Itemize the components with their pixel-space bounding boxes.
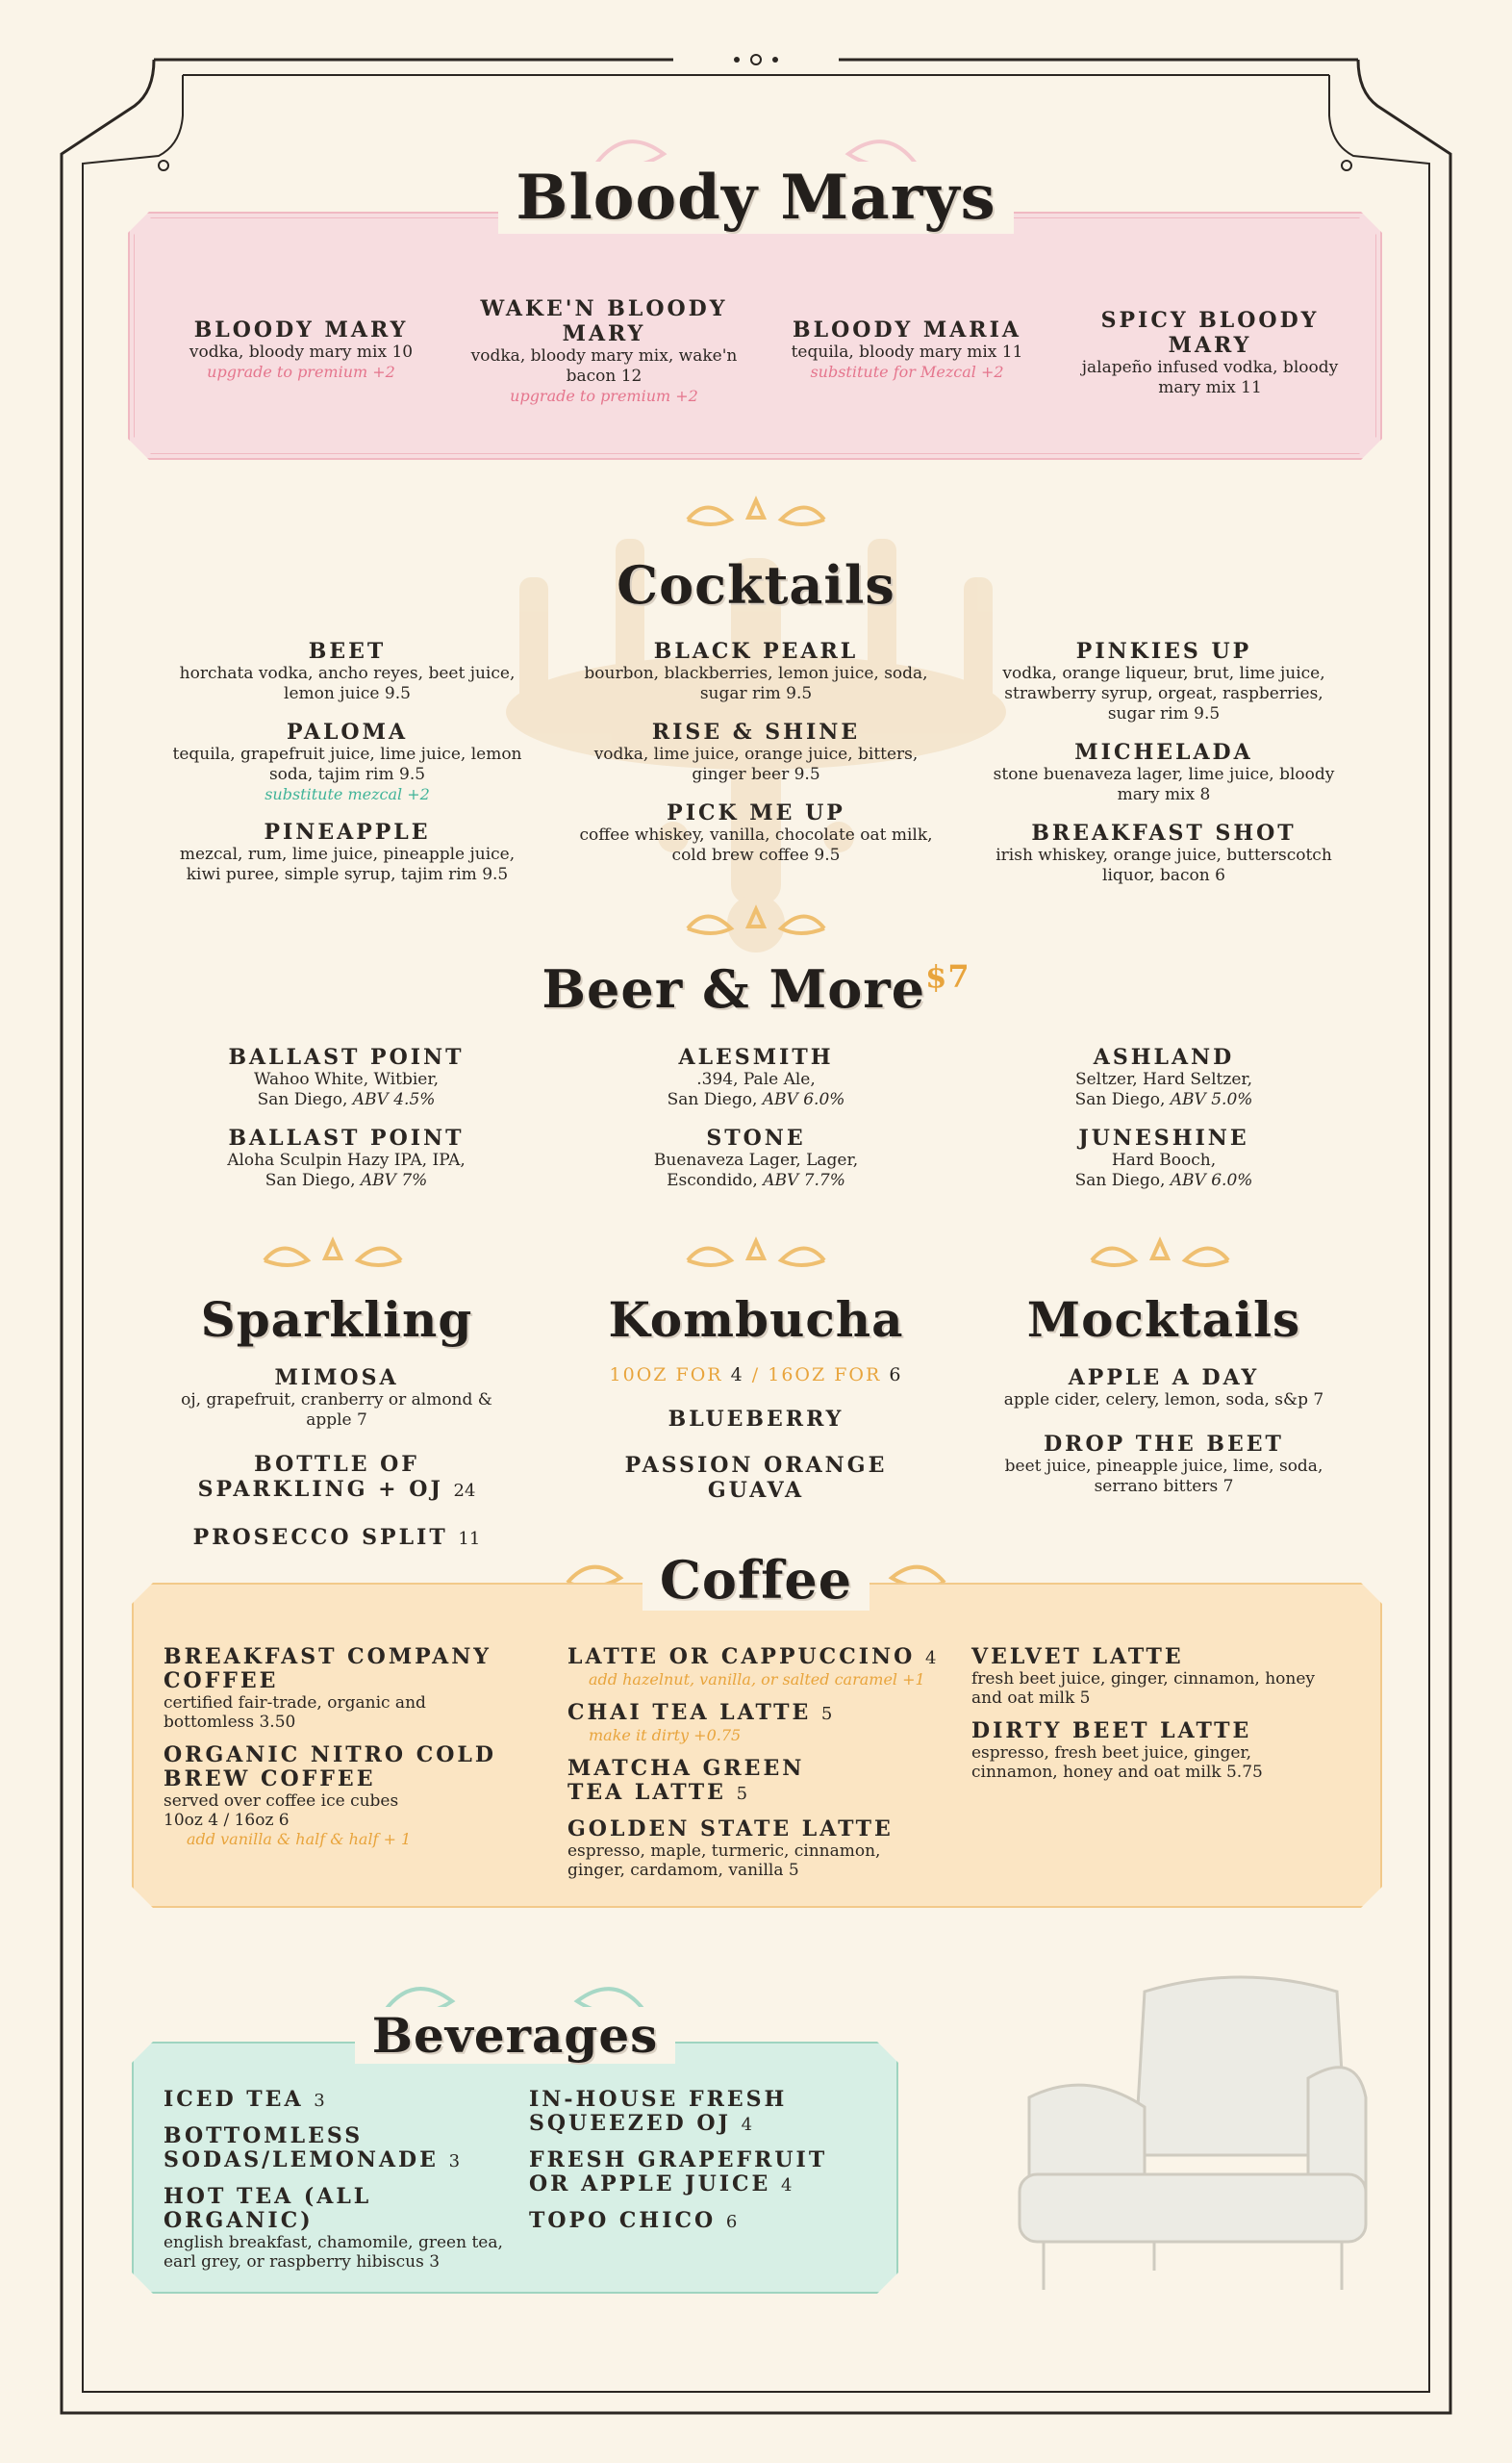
cocktail-item: BREAKFAST SHOT irish whiskey, orange juice, butterscotch liquor, bacon 6 <box>995 821 1332 885</box>
mocktail-item: APPLE A DAY apple cider, celery, lemon, soda, s&p 7 <box>1003 1365 1324 1409</box>
beer-price: $7 <box>925 958 970 995</box>
sparkling-item: MIMOSA oj, grapefruit, cranberry or almond & apple 7 <box>181 1365 492 1430</box>
kombucha-sizes: 10OZ FOR 4 / 16OZ FOR 6 <box>609 1364 903 1385</box>
mocktails-section <box>1000 1291 1327 1512</box>
cocktail-item: PINKIES UP vodka, orange liqueur, brut, lime juice, strawberry syrup, orgeat, raspberries, sugar rim 9.5 <box>1002 639 1325 724</box>
bloody-marys-title: Bloody Marys <box>0 162 1512 234</box>
beverages-col-2 <box>529 2088 856 2246</box>
item-note: upgrade to premium +2 <box>207 363 395 381</box>
item-desc: vodka, bloody mary mix, wake'n bacon 12 <box>470 346 738 386</box>
mocktails-title: Mocktails <box>1026 1291 1301 1348</box>
beer-item: STONE Buenaveza Lager, Lager, Escondido, ABV 7.7% <box>653 1126 859 1190</box>
beverage-item: IN-HOUSE FRESH SQUEEZED OJ 4 <box>529 2087 788 2136</box>
item-desc: tequila, bloody mary mix 11 <box>791 343 1023 362</box>
item-desc: vodka, bloody mary mix 10 <box>189 343 414 362</box>
coffee-item: VELVET LATTE fresh beet juice, ginger, cinnamon, honey and oat milk 5 <box>971 1644 1316 1708</box>
beer-title: Beer & More$^{\$7}$ <box>542 958 970 1020</box>
item-note: substitute for Mezcal +2 <box>810 363 1004 381</box>
bloody-mary-item-4 <box>1075 308 1345 398</box>
cocktails-col-1 <box>164 639 531 901</box>
armchair-illustration-icon <box>1020 1977 1366 2290</box>
cocktails-col-3 <box>981 639 1347 901</box>
bloody-mary-item-2 <box>469 296 739 406</box>
kombucha-flavor: BLUEBERRY <box>668 1407 844 1432</box>
cocktail-item: MICHELADA stone buenaveza lager, lime juice, bloody mary mix 8 <box>993 740 1335 804</box>
beer-item: BALLAST POINT Aloha Sculpin Hazy IPA, IPA, San Diego, ABV 7% <box>227 1126 466 1190</box>
beverage-item: HOT TEA (ALL ORGANIC) english breakfast, chamomile, green tea, earl grey, or raspberry hibiscus 3 <box>164 2184 503 2272</box>
coffee-item: MATCHA GREEN TEA LATTE 5 <box>567 1756 805 1805</box>
bloody-mary-item-1 <box>162 317 441 382</box>
beverage-item: BOTTOMLESS SODAS/LEMONADE 3 <box>164 2123 461 2172</box>
kombucha-section <box>573 1291 939 1503</box>
beer-item: ASHLAND Seltzer, Hard Seltzer, San Diego, ABV 5.0% <box>1074 1045 1253 1109</box>
sparkling-item: BOTTLE OF SPARKLING + OJ 24 <box>197 1452 476 1502</box>
cocktail-item: BLACK PEARL bourbon, blackberries, lemon juice, soda, sugar rim 9.5 <box>584 639 928 703</box>
coffee-title: Coffee <box>0 1549 1512 1611</box>
coffee-item: DIRTY BEET LATTE espresso, fresh beet juice, ginger, cinnamon, honey and oat milk 5.75 <box>971 1718 1263 1782</box>
mocktail-item: DROP THE BEET beet juice, pineapple juice, lime, soda, serrano bitters 7 <box>1004 1432 1323 1496</box>
beverages-col-1 <box>164 2088 510 2283</box>
beverage-item: TOPO CHICO 6 <box>529 2208 738 2233</box>
sparkling-item: PROSECCO SPLIT 11 <box>192 1525 481 1550</box>
item-note: upgrade to premium +2 <box>510 387 698 405</box>
beer-col-2 <box>602 1045 910 1206</box>
beer-item: JUNESHINE Hard Booch, San Diego, ABV 6.0% <box>1074 1126 1253 1190</box>
coffee-col-1 <box>164 1645 510 1861</box>
cocktail-item: PICK ME UP coffee whiskey, vanilla, chocolate oat milk, cold brew coffee 9.5 <box>579 800 933 865</box>
coffee-col-2 <box>567 1645 952 1892</box>
beer-item: ALESMITH .394, Pale Ale, San Diego, ABV 6.0% <box>667 1045 845 1109</box>
bloody-mary-item-3 <box>768 317 1046 382</box>
cocktail-item: PALOMA tequila, grapefruit juice, lime juice, lemon soda, tajim rim 9.5 substitute mezcal +2 <box>172 720 522 803</box>
sparkling-section <box>173 1291 500 1567</box>
kombucha-title: Kombucha <box>608 1291 904 1348</box>
coffee-item: LATTE OR CAPPUCCINO 4 add hazelnut, vanilla, or salted caramel +1 <box>567 1644 937 1689</box>
beer-col-1 <box>192 1045 500 1206</box>
item-desc: jalapeño infused vodka, bloody mary mix 11 <box>1081 358 1339 397</box>
item-name: BLOODY MARY <box>193 317 409 343</box>
beverages-title: Beverages <box>355 2007 676 2064</box>
cocktails-title: Cocktails <box>617 554 895 616</box>
beer-item: BALLAST POINT Wahoo White, Witbier, San Diego, ABV 4.5% <box>228 1045 465 1109</box>
cocktails-col-2 <box>573 639 939 881</box>
item-name: SPICY BLOODY MARY <box>1100 308 1320 358</box>
coffee-item: CHAI TEA LATTE 5 make it dirty +0.75 <box>567 1700 833 1744</box>
item-name: WAKE'N BLOODY MARY <box>480 296 728 346</box>
kombucha-flavor: PASSION ORANGE GUAVA <box>624 1453 888 1503</box>
sparkling-title: Sparkling <box>200 1291 473 1348</box>
beverages-title-wrap <box>132 2007 898 2064</box>
coffee-item: GOLDEN STATE LATTE espresso, maple, turmeric, cinnamon, ginger, cardamom, vanilla 5 <box>567 1816 894 1880</box>
cocktail-item: BEET horchata vodka, ancho reyes, beet juice, lemon juice 9.5 <box>179 639 516 703</box>
coffee-item: BREAKFAST COMPANY COFFEE certified fair-trade, organic and bottomless 3.50 <box>164 1644 492 1732</box>
coffee-col-3 <box>971 1645 1318 1793</box>
coffee-item: ORGANIC NITRO COLD BREW COFFEE served over coffee ice cubes 10oz 4 / 16oz 6 add vanilla & half & half + 1 <box>164 1742 496 1848</box>
beer-col-3 <box>1010 1045 1318 1206</box>
beverage-item: ICED TEA 3 <box>164 2087 325 2112</box>
cocktail-item: PINEAPPLE mezcal, rum, lime juice, pineapple juice, kiwi puree, simple syrup, tajim rim 9.5 <box>179 820 516 884</box>
item-name: BLOODY MARIA <box>793 317 1021 343</box>
cocktail-item: RISE & SHINE vodka, lime juice, orange juice, bitters, ginger beer 9.5 <box>593 720 919 784</box>
beverage-item: FRESH GRAPEFRUIT OR APPLE JUICE 4 <box>529 2147 828 2196</box>
